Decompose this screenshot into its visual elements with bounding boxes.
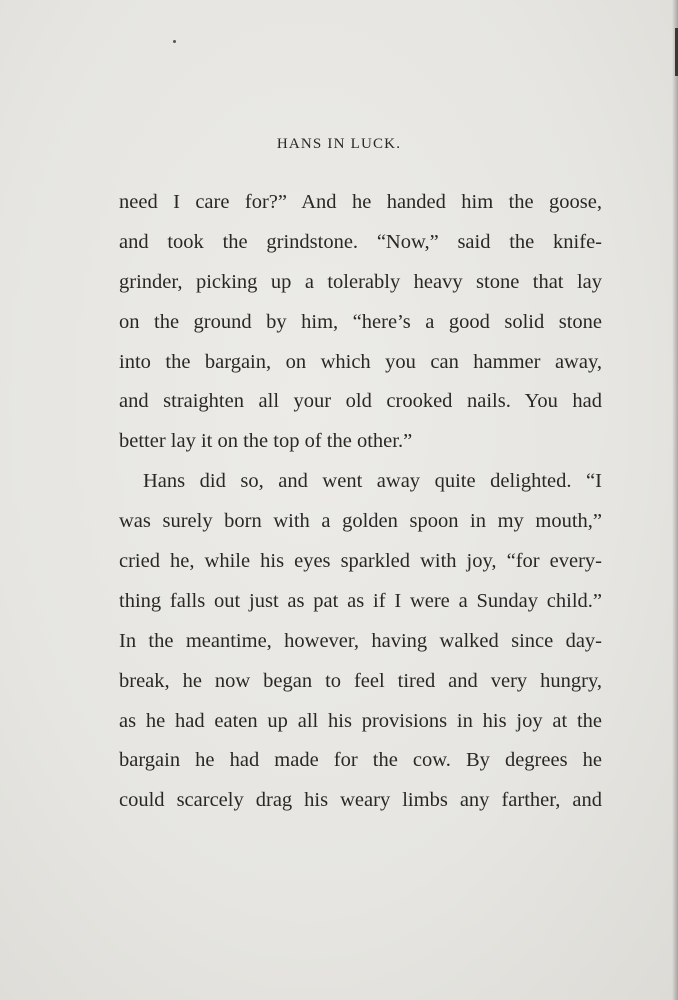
paragraph-end-line: better lay it on the top of the other.” [119, 430, 413, 453]
text-line: need I care for?” And he handed him the goose, [119, 191, 602, 213]
text-line: In the meantime, however, having walked since day- [119, 629, 602, 652]
text-line: and straighten all your old crooked nails. You had [119, 390, 602, 413]
text-line: as he had eaten up all his provisions in his joy at the [119, 709, 602, 732]
text-line: was surely born with a golden spoon in my mouth,” [119, 510, 602, 533]
text-line: into the bargain, on which you can hammer away, [119, 350, 602, 373]
body-text [119, 183, 602, 821]
text-line: grinder, picking up a tolerably heavy stone that lay [119, 270, 602, 293]
text-line: and took the grindstone. “Now,” said the knife- [119, 230, 602, 253]
text-line: bargain he had made for the cow. By degrees he [119, 749, 602, 772]
text-line: could scarcely drag his weary limbs any farther, and [119, 789, 602, 812]
paragraph-start-line: Hans did so, and went away quite delighted. “I [143, 470, 602, 493]
text-line: on the ground by him, “here’s a good solid stone [119, 310, 602, 333]
running-head: HANS IN LUCK. [276, 136, 402, 152]
text-line: thing falls out just as pat as if I were a Sunday child.” [119, 589, 602, 612]
text-line: break, he now began to feel tired and very hungry, [119, 669, 602, 692]
ink-speck [173, 40, 176, 43]
text-line: cried he, while his eyes sparkled with joy, “for every- [119, 550, 602, 573]
